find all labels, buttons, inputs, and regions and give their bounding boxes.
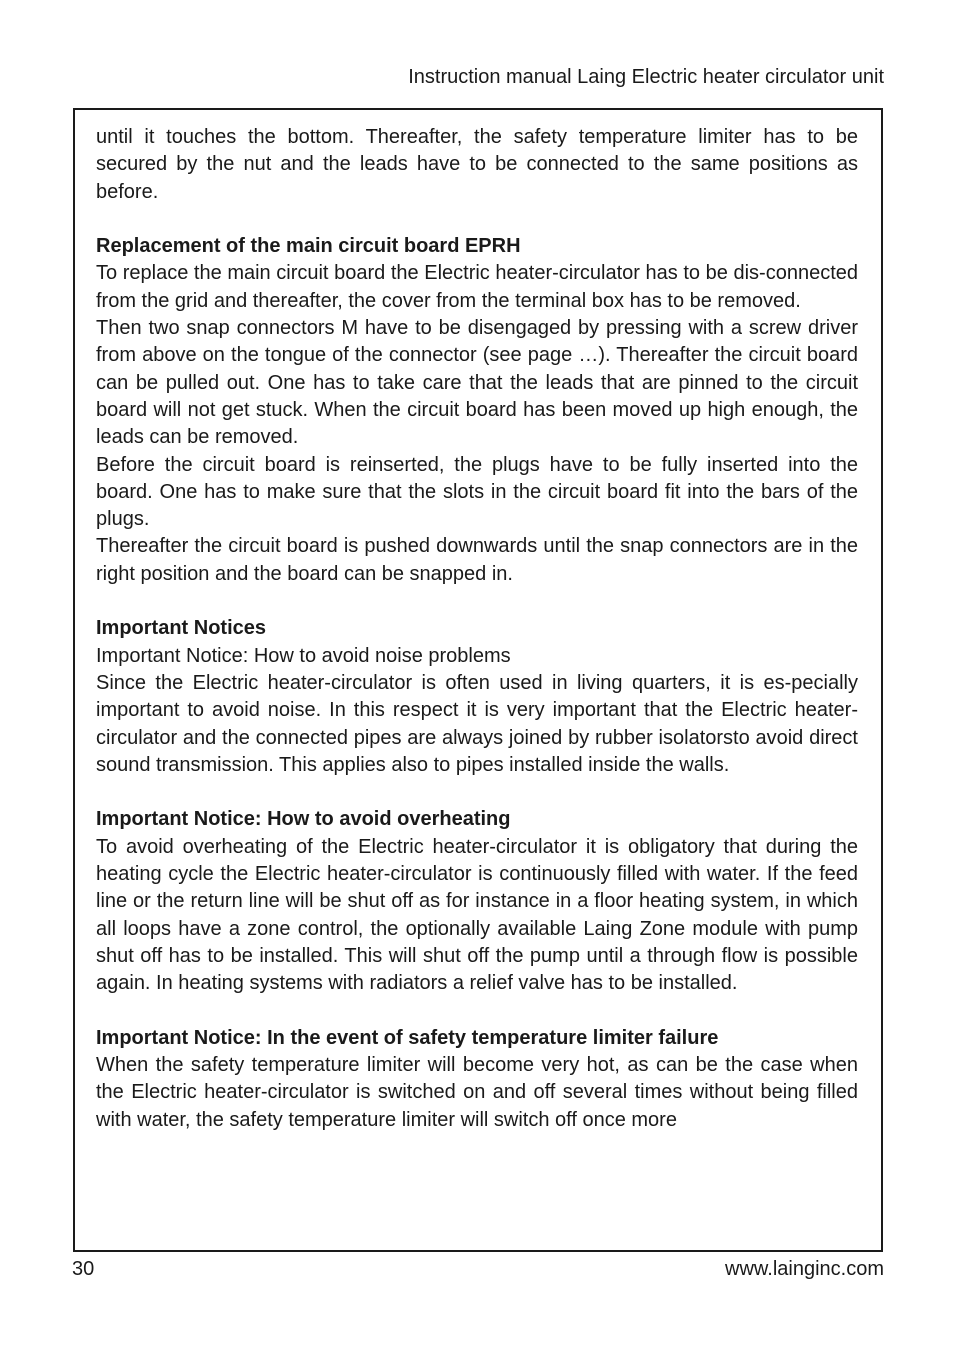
circuit-board-paragraph: To replace the main circuit board the Electric heater-circulator has to be dis-connected from the grid and thereafter, the cover from the terminal box has to be removed. xyxy=(96,262,858,312)
limiter-failure-paragraph: When the safety temperature limiter will become very hot, as can be the case when the Electric heater-circulator is switched on and off several times without being filled with water, the safety temperature limiter will switch off once more xyxy=(96,1054,858,1131)
circuit-board-paragraph: Thereafter the circuit board is pushed downwards until the snap connectors are in the right position and the board can be snapped in. xyxy=(96,535,858,585)
notices-heading: Important Notices xyxy=(96,617,267,640)
website-url: www.lainginc.com xyxy=(725,1258,884,1280)
limiter-failure-heading: Important Notice: In the event of safety temperature limiter failure xyxy=(96,1026,719,1049)
page-number: 30 xyxy=(72,1258,95,1280)
circuit-board-paragraph: Then two snap connectors M have to be disengaged by pressing with a screw driver from above on the tongue of the connector (see page …). Thereafter the circuit board can be pulled out. One has to take care that the leads that are pinned to the circuit board will not get stuck. When the circuit board has been moved up high enough, the leads can be removed. xyxy=(96,317,858,449)
overheating-heading: Important Notice: How to avoid overheating xyxy=(96,808,511,831)
overheating-paragraph: To avoid overheating of the Electric heater-circulator it is obligatory that during the heating cycle the Electric heater-circulator is continuously filled with water. If the feed line or the return line will be shut off as for instance in a floor heating system, in which all loops have a zone control, the optionally available Laing Zone module with pump shut off has to be installed. This will shut off the pump until a through flow is possible again. In heating systems with radiators a relief valve has to be installed. xyxy=(96,835,858,995)
intro-paragraph: until it touches the bottom. Thereafter, the safety temperature limiter has to be secured by the nut and the leads have to be connected to the same positions as before. xyxy=(96,126,858,203)
noise-paragraph: Since the Electric heater-circulator is often used in living quarters, it is es-pecially important to avoid noise. In this respect it is very important that the Electric heater-circulator and the connected pipes are always joined by rubber isolatorsto avoid direct sound transmission. This applies also to pipes installed inside the walls. xyxy=(96,671,858,776)
running-header: Instruction manual Laing Electric heater circulator unit xyxy=(408,66,884,88)
page-body xyxy=(96,124,858,1134)
noise-subheading: Important Notice: How to avoid noise problems xyxy=(96,644,511,667)
circuit-board-paragraph: Before the circuit board is reinserted, the plugs have to be fully inserted into the board. One has to make sure that the slots in the circuit board fit into the bars of the plugs. xyxy=(96,453,858,531)
circuit-board-heading: Replacement of the main circuit board EPRH xyxy=(96,235,521,258)
